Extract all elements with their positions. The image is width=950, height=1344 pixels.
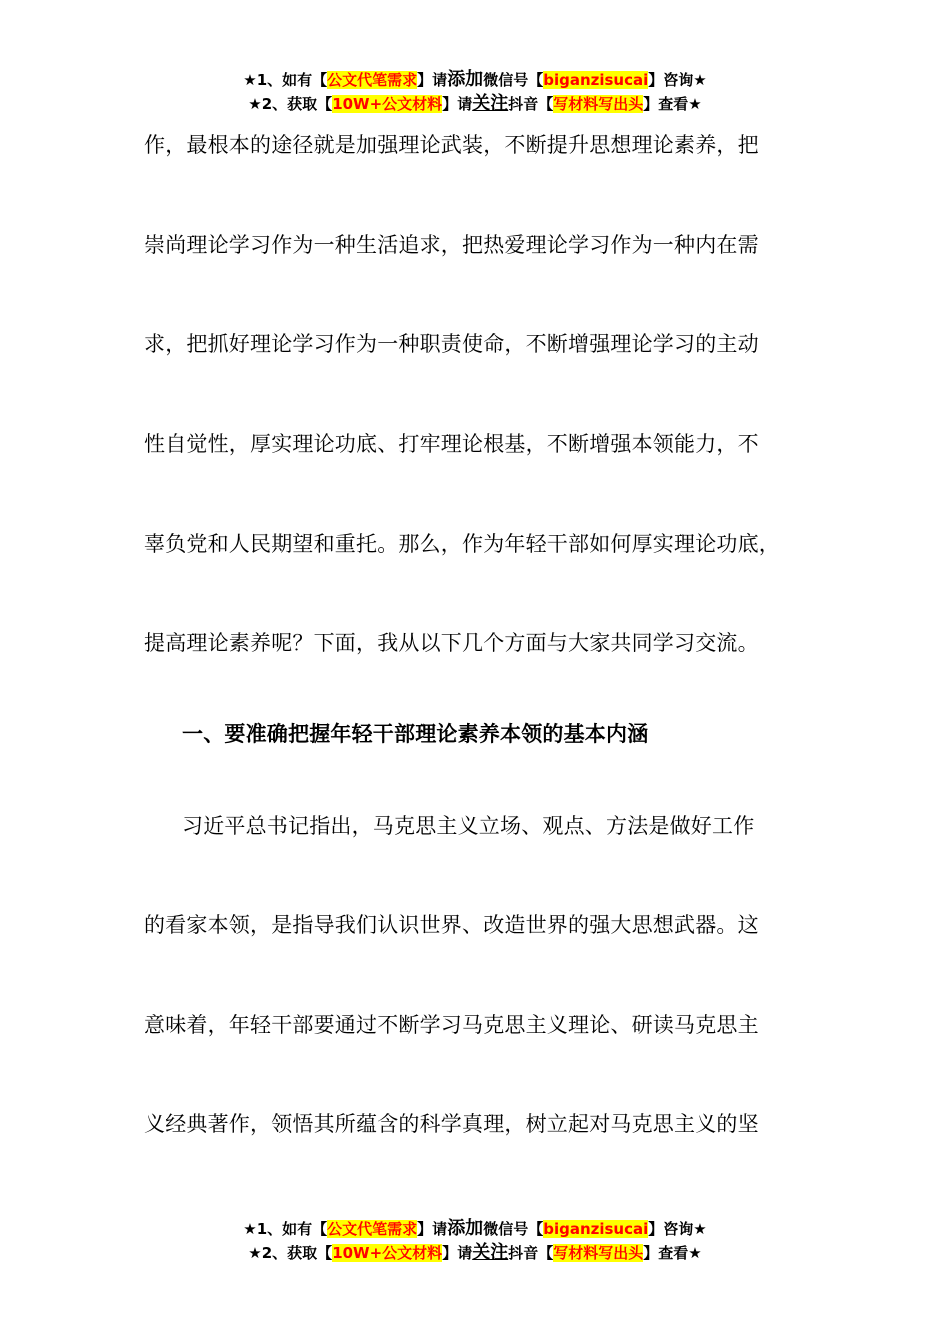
banner-highlight: 10W+公文材料 [332,95,443,113]
banner-text: ★1、如有【 [243,1220,328,1238]
banner-text: ★1、如有【 [243,71,328,89]
bottom-banner [0,1217,950,1265]
banner-highlight: 10W+公文材料 [332,1244,443,1262]
banner-text: ★2、获取【 [248,1244,333,1262]
banner-highlight: 写材料写出头 [553,1244,644,1262]
banner-line-2 [0,92,950,116]
banner-text: ★2、获取【 [248,95,333,113]
banner-emphasis: 添加 [447,69,484,90]
banner-highlight: biganzisucai [543,71,649,89]
body-line: 习近平总书记指出，马克思主义立场、观点、方法是做好工作 [182,814,755,838]
banner-emphasis: 关注 [472,93,509,114]
top-banner [0,68,950,116]
body-line: 提高理论素养呢？下面，我从以下几个方面与大家共同学习交流。 [144,631,759,655]
banner-highlight: 写材料写出头 [553,95,644,113]
body-line: 辜负党和人民期望和重托。那么，作为年轻干部如何厚实理论功底， [144,532,780,556]
body-line: 的看家本领，是指导我们认识世界、改造世界的强大思想武器。这 [144,913,759,937]
banner-line-1 [0,1217,950,1241]
banner-text: 微信号【 [483,1220,544,1238]
body-line: 求，把抓好理论学习作为一种职责使命，不断增强理论学习的主动 [144,332,759,356]
body-line: 崇尚理论学习作为一种生活追求，把热爱理论学习作为一种内在需 [144,233,759,257]
banner-highlight: 公文代笔需求 [327,1220,418,1238]
banner-text: 】查看★ [643,95,702,113]
banner-highlight: 公文代笔需求 [327,71,418,89]
body-line: 义经典著作，领悟其所蕴含的科学真理，树立起对马克思主义的坚 [144,1112,759,1136]
banner-text: 】请 [417,1220,448,1238]
body-line: 性自觉性，厚实理论功底、打牢理论根基，不断增强本领能力，不 [144,432,759,456]
banner-line-1 [0,68,950,92]
banner-text: 】查看★ [643,1244,702,1262]
banner-text: 抖音【 [508,95,554,113]
banner-text: 】咨询★ [648,71,707,89]
section-heading: 一、要准确把握年轻干部理论素养本领的基本内涵 [182,722,649,746]
banner-text: 】请 [442,1244,473,1262]
banner-text: 】咨询★ [648,1220,707,1238]
body-line: 作，最根本的途径就是加强理论武装，不断提升思想理论素养，把 [144,133,759,157]
banner-text: 抖音【 [508,1244,554,1262]
banner-text: 微信号【 [483,71,544,89]
banner-emphasis: 添加 [447,1218,484,1239]
banner-text: 】请 [442,95,473,113]
banner-text: 】请 [417,71,448,89]
banner-emphasis: 关注 [472,1242,509,1263]
banner-line-2 [0,1241,950,1265]
banner-highlight: biganzisucai [543,1220,649,1238]
body-line: 意味着，年轻干部要通过不断学习马克思主义理论、研读马克思主 [144,1013,759,1037]
